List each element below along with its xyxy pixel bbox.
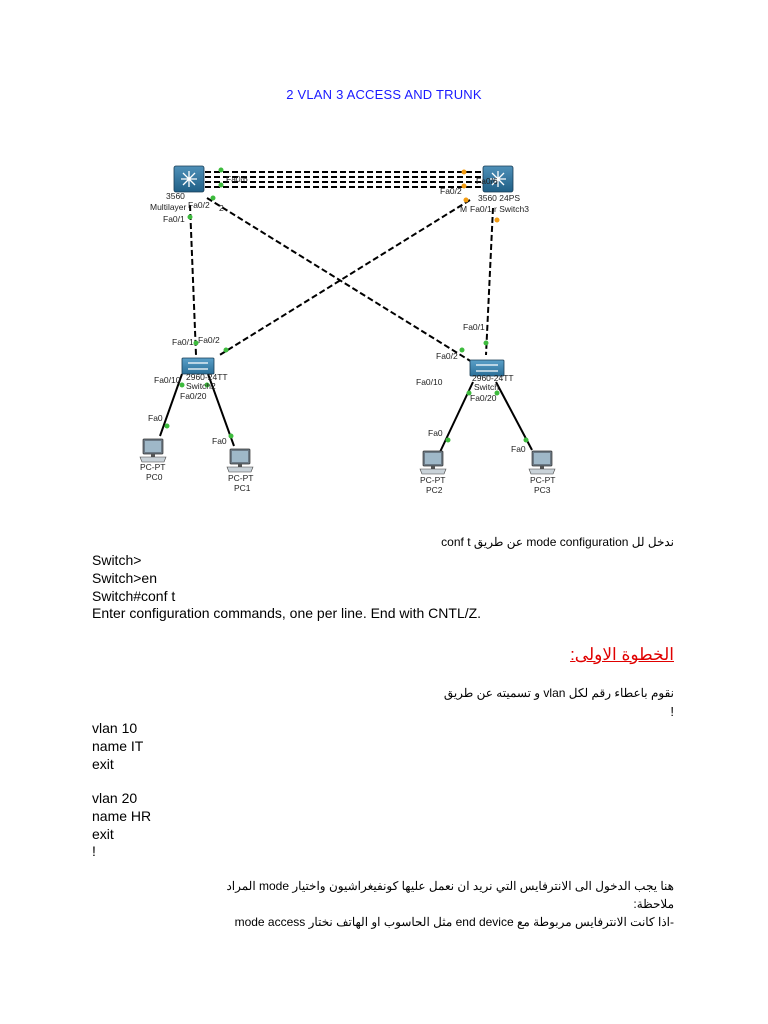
pc-3 [511, 444, 556, 495]
svg-text:Fa0/1: Fa0/1 [470, 204, 492, 214]
svg-text:Fa0: Fa0 [511, 444, 526, 454]
svg-text:2960-24TT: 2960-24TT [186, 372, 228, 382]
notes-line-3: -اذا كانت الانترفايس مربوطة مع end device مثل الحاسوب او الهاتف نختار mode access [234, 915, 674, 929]
svg-text:Fa0: Fa0 [212, 436, 227, 446]
svg-text:Fa0/2: Fa0/2 [198, 335, 220, 345]
bang-marker: ! [670, 704, 674, 719]
svg-text:Fa0/6: Fa0/6 [476, 176, 498, 186]
svg-text:PC-PT: PC-PT [140, 462, 166, 472]
distribution-links [190, 198, 493, 362]
svg-text:PC0: PC0 [146, 472, 163, 482]
svg-text:PC1: PC1 [234, 483, 251, 493]
cli-line: Switch> [92, 552, 142, 568]
access-switch-right [416, 322, 514, 403]
svg-text:PC-PT: PC-PT [420, 475, 446, 485]
svg-text:3560: 3560 [166, 191, 185, 201]
svg-text:Switch: Switch [474, 382, 500, 392]
config-line: vlan 10 [92, 720, 138, 736]
config-line: name IT [92, 737, 144, 754]
intro-arabic-line: ندخل لل mode configuration عن طريق conf t [441, 535, 674, 549]
svg-text:Fa0: Fa0 [428, 428, 443, 438]
svg-text:Fa0/2: Fa0/2 [436, 351, 458, 361]
config-line: name HR [92, 807, 152, 824]
svg-text:Fa0/6: Fa0/6 [226, 174, 248, 184]
svg-text:Fa0/2: Fa0/2 [188, 200, 210, 210]
svg-text:PC-PT: PC-PT [228, 473, 254, 483]
svg-text:Fa0/1: Fa0/1 [163, 214, 185, 224]
svg-text:Switch2: Switch2 [186, 381, 216, 391]
svg-text:M: M [460, 204, 468, 214]
access-switch-left [154, 335, 228, 401]
config-line: vlan 20 [92, 790, 138, 806]
svg-text:Fa0/1: Fa0/1 [172, 337, 194, 347]
svg-text:Multilayer: Multilayer [150, 202, 187, 212]
svg-text:Fa0: Fa0 [148, 413, 163, 423]
pc-2 [420, 428, 446, 495]
svg-text:Fa0/10: Fa0/10 [154, 375, 181, 385]
document-title: 2 VLAN 3 ACCESS AND TRUNK [286, 87, 482, 102]
svg-text:Fa0/20: Fa0/20 [470, 393, 497, 403]
vlan10-block [92, 720, 143, 773]
notes-line-2: ملاحظة: [633, 897, 674, 911]
svg-text:PC3: PC3 [534, 485, 551, 495]
svg-text:3560 24PS: 3560 24PS [478, 193, 521, 203]
cli-line: Enter configuration commands, one per line. End with CNTL/Z. [92, 605, 482, 622]
config-line: exit [92, 755, 114, 772]
svg-text:PC-PT: PC-PT [530, 475, 556, 485]
svg-text:r Switch3: r Switch3 [494, 204, 529, 214]
cli-line: Switch#conf t [92, 587, 176, 604]
notes-line-1: هنا يجب الدخول الى الانترفايس التي نريد ان نعمل عليها كونفيغراشيون واختيار mode المراد [226, 879, 674, 893]
pc-0 [140, 413, 166, 482]
svg-text:Fa0/20: Fa0/20 [180, 391, 207, 401]
svg-text:Fa0/1: Fa0/1 [463, 322, 485, 332]
svg-text:2: 2 [219, 203, 224, 213]
bang-marker: ! [92, 843, 96, 860]
svg-text:2960-24TT: 2960-24TT [472, 373, 514, 383]
config-line: exit [92, 825, 114, 842]
svg-text:PC2: PC2 [426, 485, 443, 495]
svg-text:Fa0/10: Fa0/10 [416, 377, 443, 387]
svg-text:Fa0/2: Fa0/2 [440, 186, 462, 196]
cli-block [92, 552, 481, 623]
step-one-description: نقوم باعطاء رقم لكل vlan و تسميته عن طريق [443, 686, 674, 700]
step-one-heading: الخطوة الاولى: [570, 645, 674, 664]
vlan20-block [92, 790, 151, 861]
cli-line: Switch>en [92, 569, 157, 586]
multilayer-switch-right [440, 166, 529, 214]
